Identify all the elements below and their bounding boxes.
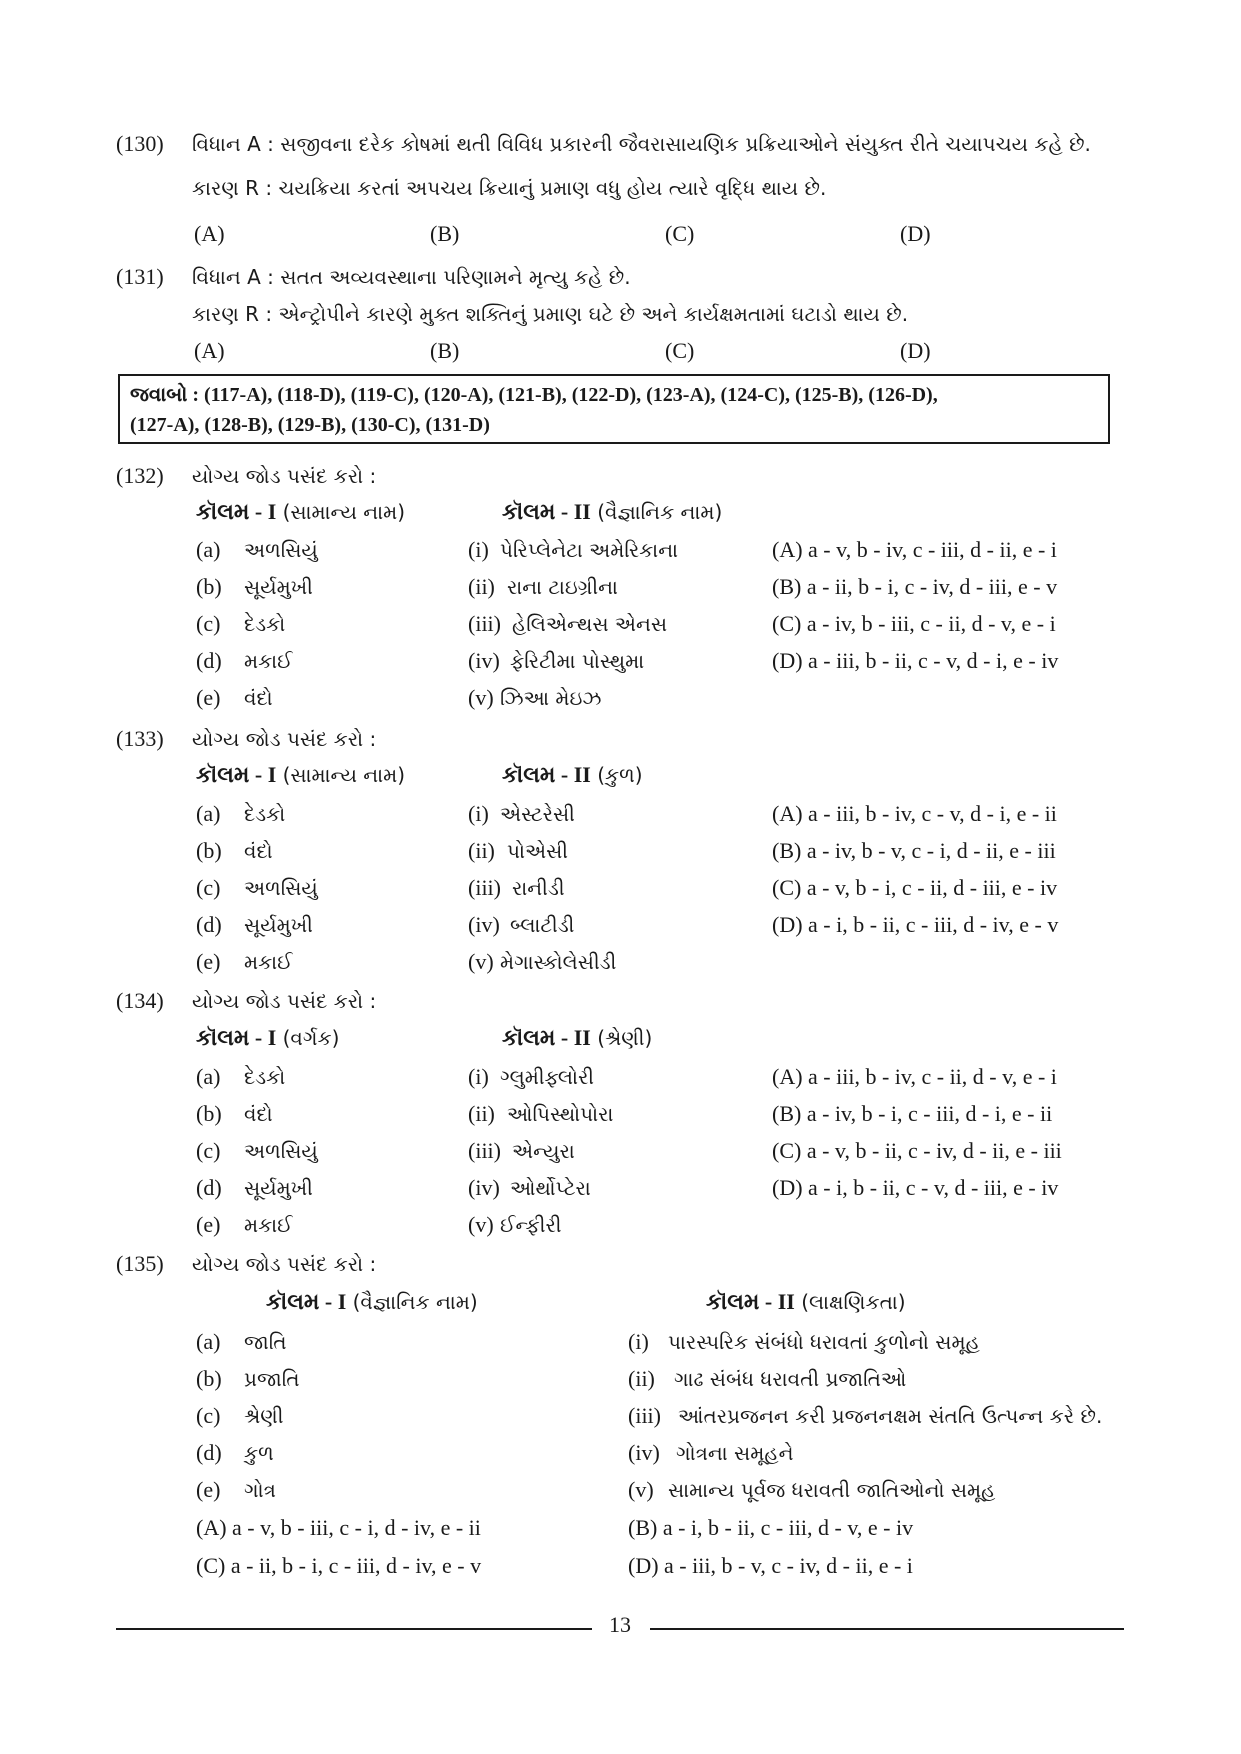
answer-option: (A) a - v, b - iii, c - i, d - iv, e - ii: [196, 1515, 481, 1540]
answer-option: (B) a - ii, b - i, c - iv, d - iii, e - v: [772, 574, 1058, 599]
item-label: (i): [468, 1064, 489, 1089]
answer-option: (B) a - iv, b - v, c - i, d - ii, e - iii: [772, 838, 1056, 863]
answer-option: (C) a - v, b - ii, c - iv, d - ii, e - iii: [772, 1138, 1062, 1163]
item-label: (i): [628, 1329, 649, 1354]
item-text: ઈન્ફીરી: [500, 1213, 562, 1237]
column-2-header: [502, 498, 722, 526]
question-prompt: યોગ્ય જોડ પસંદ કરો :: [192, 727, 377, 751]
column-title: કૉલમ - I: [196, 499, 277, 524]
column-2-header: [502, 1024, 652, 1052]
column-1-header: [196, 1024, 339, 1052]
question-number: (131): [116, 264, 164, 289]
item-label: (iii): [468, 611, 501, 636]
question-number: (132): [116, 463, 164, 488]
item-text: વંદો: [244, 839, 273, 863]
question-number: (133): [116, 726, 164, 751]
item-label: (a): [196, 1064, 221, 1089]
item-label: (e): [196, 949, 221, 974]
option-b: (B): [430, 338, 460, 363]
item-text: ઓર્થોપ્ટેરા: [510, 1176, 591, 1200]
option-b: (B): [430, 221, 460, 246]
item-text: ગોત્રના સમૂહને: [676, 1441, 794, 1465]
item-label: (b): [196, 1366, 222, 1391]
column-1-header: [196, 498, 405, 526]
column-title: કૉલમ - I: [196, 1025, 277, 1050]
answer-key-box: [118, 374, 1110, 444]
page-number: 13: [609, 1612, 631, 1637]
item-label: (v): [628, 1477, 654, 1502]
option-c: (C): [665, 221, 695, 246]
column-subtitle: (વૈજ્ઞાનિક નામ): [597, 500, 723, 524]
item-text: સૂર્યમુખી: [244, 575, 313, 599]
item-label: (ii): [628, 1366, 655, 1391]
item-text: પ્રજાતિ: [244, 1367, 300, 1391]
column-1-header: [266, 1288, 478, 1316]
item-text: રાના ટાઇગ્રીના: [507, 575, 618, 599]
option-a: (A): [194, 221, 225, 246]
answer-option: (B) a - iv, b - i, c - iii, d - i, e - ii: [772, 1101, 1053, 1126]
column-title: કૉલમ - II: [706, 1289, 795, 1314]
answer-option: (C) a - ii, b - i, c - iii, d - iv, e - v: [196, 1553, 482, 1578]
item-label: (v): [468, 685, 494, 710]
item-text: વંદો: [244, 686, 273, 710]
item-text: અળસિયું: [244, 1139, 318, 1163]
option-d: (D): [900, 338, 931, 363]
item-text: ગોત્ર: [244, 1478, 276, 1502]
item-label: (e): [196, 685, 221, 710]
item-text: આંતરપ્રજનન કરી પ્રજનનક્ષમ સંતતિ ઉત્પન્ન કરે છે.: [678, 1404, 1103, 1428]
item-label: (c): [196, 611, 221, 636]
item-label: (d): [196, 648, 222, 673]
column-subtitle: (શ્રેણી): [597, 1026, 653, 1050]
item-text: શ્રેણી: [244, 1404, 284, 1428]
item-text: જાતિ: [244, 1330, 287, 1354]
answer-option: (A) a - iii, b - iv, c - ii, d - v, e - i: [772, 1064, 1057, 1089]
statement-a: વિધાન A : સજીવના દરેક કોષમાં થતી વિવિધ પ્રકારની જૈવરાસાયણિક પ્રક્રિયાઓને સંયુક્ત રીતે ચયાપચય કહે છે.: [192, 132, 1091, 156]
column-2-header: [706, 1288, 906, 1316]
question-number: (134): [116, 988, 164, 1013]
column-title: કૉલમ - I: [196, 762, 277, 787]
answer-option: (D) a - i, b - ii, c - iii, d - iv, e - v: [772, 912, 1059, 937]
item-label: (iv): [468, 648, 500, 673]
item-text: રાનીડી: [512, 876, 565, 900]
item-label: (c): [196, 1403, 221, 1428]
item-text: સૂર્યમુખી: [244, 1176, 313, 1200]
item-label: (b): [196, 838, 222, 863]
item-text: દેડકો: [244, 1065, 286, 1089]
item-label: (b): [196, 574, 222, 599]
item-text: દેડકો: [244, 612, 286, 636]
item-text: મકાઈ: [244, 649, 293, 673]
answer-option: (C) a - v, b - i, c - ii, d - iii, e - iv: [772, 875, 1058, 900]
item-label: (b): [196, 1101, 222, 1126]
item-label: (iv): [468, 1175, 500, 1200]
answer-option: (D) a - iii, b - ii, c - v, d - i, e - iv: [772, 648, 1059, 673]
column-subtitle: (સામાન્ય નામ): [282, 500, 406, 524]
item-text: સૂર્યમુખી: [244, 913, 313, 937]
question-number: (130): [116, 131, 164, 156]
answer-key-line: જવાબો : (117-A), (118-D), (119-C), (120-A), (121-B), (122-D), (123-A), (124-C), (125-B), (126-D),: [130, 384, 938, 406]
column-2-header: [502, 761, 643, 789]
item-text: વંદો: [244, 1102, 273, 1126]
option-c: (C): [665, 338, 695, 363]
question-prompt: યોગ્ય જોડ પસંદ કરો :: [192, 989, 377, 1013]
answer-option: (A) a - iii, b - iv, c - v, d - i, e - ii: [772, 801, 1057, 826]
question-prompt: યોગ્ય જોડ પસંદ કરો :: [192, 464, 377, 488]
item-text: પોએસી: [507, 839, 568, 863]
item-text: મકાઈ: [244, 1213, 293, 1237]
reason-r: કારણ R : ચયક્રિયા કરતાં અપચય ક્રિયાનું પ્રમાણ વધુ હોય ત્યારે વૃદ્ધિ થાય છે.: [192, 176, 827, 200]
item-label: (iv): [628, 1440, 660, 1465]
item-label: (d): [196, 1440, 222, 1465]
column-subtitle: (કુળ): [597, 763, 643, 787]
option-d: (D): [900, 221, 931, 246]
answer-option: (C) a - iv, b - iii, c - ii, d - v, e - i: [772, 611, 1056, 636]
item-label: (a): [196, 537, 221, 562]
answer-option: (A) a - v, b - iv, c - iii, d - ii, e - i: [772, 537, 1057, 562]
item-text: એન્યુરા: [512, 1139, 575, 1163]
item-text: મકાઈ: [244, 950, 293, 974]
item-label: (v): [468, 1212, 494, 1237]
item-label: (d): [196, 912, 222, 937]
item-text: ફેરિટીમા પોસ્થુમા: [510, 649, 645, 673]
item-label: (c): [196, 1138, 221, 1163]
column-subtitle: (સામાન્ય નામ): [282, 763, 406, 787]
item-text: ઝિઆ મેઇઝ: [500, 686, 602, 710]
item-label: (iii): [468, 875, 501, 900]
option-a: (A): [194, 338, 225, 363]
column-subtitle: (લાક્ષણિકતા): [801, 1290, 906, 1314]
column-title: કૉલમ - II: [502, 499, 591, 524]
item-label: (a): [196, 1329, 221, 1354]
footer-rule-left: [116, 1628, 592, 1630]
item-text: પેરિપ્લેનેટા અમેરિકાના: [500, 538, 678, 562]
answer-option: (D) a - iii, b - v, c - iv, d - ii, e - i: [628, 1553, 913, 1578]
item-label: (iii): [468, 1138, 501, 1163]
item-text: ગાઢ સંબંધ ધરાવતી પ્રજાતિઓ: [674, 1367, 907, 1391]
statement-a: વિધાન A : સતત અવ્યવસ્થાના પરિણામને મૃત્યુ કહે છે.: [192, 265, 631, 289]
item-label: (iii): [628, 1403, 661, 1428]
item-text: ગ્લુમીફ્લોરી: [500, 1065, 594, 1089]
column-1-header: [196, 761, 405, 789]
item-label: (ii): [468, 838, 495, 863]
item-text: પારસ્પરિક સંબંધો ધરાવતાં કુળોનો સમૂહ: [668, 1330, 980, 1354]
item-label: (i): [468, 801, 489, 826]
item-label: (a): [196, 801, 221, 826]
column-title: કૉલમ - II: [502, 1025, 591, 1050]
item-label: (i): [468, 537, 489, 562]
answer-option: (B) a - i, b - ii, c - iii, d - v, e - iv: [628, 1515, 914, 1540]
item-text: હેલિએન્થસ એનસ: [512, 612, 668, 636]
item-text: દેડકો: [244, 802, 286, 826]
item-label: (iv): [468, 912, 500, 937]
item-text: કુળ: [244, 1441, 274, 1465]
item-label: (ii): [468, 574, 495, 599]
item-text: અળસિયું: [244, 538, 318, 562]
item-text: સામાન્ય પૂર્વજ ધરાવતી જાતિઓનો સમૂહ: [668, 1478, 996, 1502]
question-number: (135): [116, 1251, 164, 1276]
item-text: મેગાસ્કોલેસીડી: [500, 950, 617, 974]
item-text: બ્લાટીડી: [510, 913, 575, 937]
item-label: (v): [468, 949, 494, 974]
item-label: (c): [196, 875, 221, 900]
reason-r: કારણ R : એન્ટ્રોપીને કારણે મુક્ત શક્તિનું પ્રમાણ ઘટે છે અને કાર્યક્ષમતામાં ઘટાડો થાય છે.: [192, 302, 909, 326]
answer-key-line: (127-A), (128-B), (129-B), (130-C), (131-D): [130, 414, 490, 436]
question-prompt: યોગ્ય જોડ પસંદ કરો :: [192, 1252, 377, 1276]
column-subtitle: (વર્ગક): [282, 1026, 340, 1050]
answer-option: (D) a - i, b - ii, c - v, d - iii, e - iv: [772, 1175, 1059, 1200]
item-text: અળસિયું: [244, 876, 318, 900]
item-text: એસ્ટરેસી: [500, 802, 575, 826]
item-label: (e): [196, 1212, 221, 1237]
item-label: (e): [196, 1477, 221, 1502]
item-text: ઓપિસ્થોપોરા: [507, 1102, 614, 1126]
footer-rule-right: [650, 1628, 1124, 1630]
column-title: કૉલમ - I: [266, 1289, 347, 1314]
column-subtitle: (વૈજ્ઞાનિક નામ): [352, 1290, 478, 1314]
item-label: (ii): [468, 1101, 495, 1126]
item-label: (d): [196, 1175, 222, 1200]
column-title: કૉલમ - II: [502, 762, 591, 787]
